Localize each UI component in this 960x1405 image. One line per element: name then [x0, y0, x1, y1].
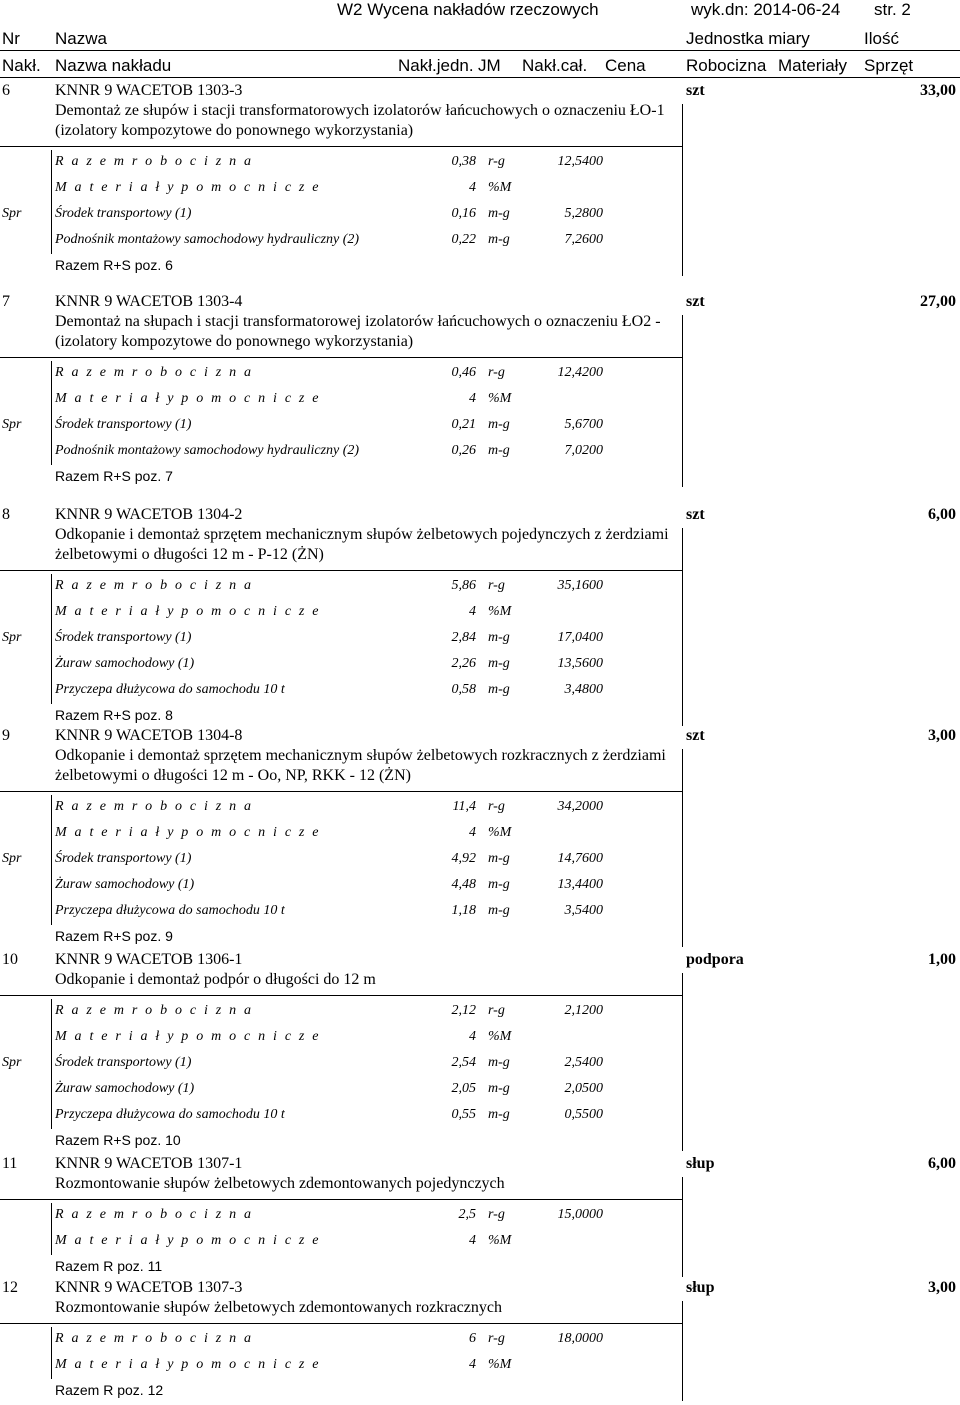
item-catalog-code: KNNR 9 WACETOB 1306-1 [55, 951, 243, 968]
item-number: 6 [2, 82, 10, 99]
item-catalog-code: KNNR 9 WACETOB 1307-3 [55, 1279, 243, 1296]
summary-row-label: R a z e m r o b o c i z n a [55, 1331, 254, 1346]
item-unit: podpora [686, 951, 744, 968]
item-number: 10 [2, 951, 18, 968]
resource-norm: 2,5 [458, 1207, 476, 1222]
item-right-border [682, 973, 683, 1151]
resource-total: 13,5600 [557, 656, 603, 671]
item-subtotal-label: Razem R poz. 12 [55, 1382, 164, 1398]
item-divider [0, 357, 682, 358]
item-subtotal-label: Razem R+S poz. 8 [55, 707, 173, 723]
resource-norm: 2,84 [451, 630, 476, 645]
summary-row-label: R a z e m r o b o c i z n a [55, 799, 254, 814]
item-number: 8 [2, 506, 10, 523]
summary-row-label: R a z e m r o b o c i z n a [55, 154, 254, 169]
summary-row-label: M a t e r i a ł y p o m o c n i c z e [55, 180, 321, 195]
col-header-cena: Cena [605, 56, 646, 75]
resource-total: 35,1600 [557, 578, 603, 593]
resource-norm: 0,21 [451, 417, 476, 432]
resource-unit: r-g [488, 1331, 505, 1346]
resource-norm: 6 [469, 1331, 476, 1346]
resource-unit: %M [488, 391, 512, 406]
resource-unit: r-g [488, 799, 505, 814]
item-catalog-code: KNNR 9 WACETOB 1307-1 [55, 1155, 243, 1172]
resource-norm: 4 [469, 604, 476, 619]
resource-norm: 0,16 [451, 206, 476, 221]
resource-total: 3,5400 [564, 903, 603, 918]
item-right-border [682, 1301, 683, 1401]
resource-total: 2,5400 [564, 1055, 603, 1070]
resource-unit: m-g [488, 443, 510, 458]
resource-total: 0,5500 [564, 1107, 603, 1122]
resource-unit: m-g [488, 851, 510, 866]
item-right-border [682, 1177, 683, 1277]
resource-norm: 4 [469, 180, 476, 195]
summary-row-label: R a z e m r o b o c i z n a [55, 365, 254, 380]
col-header-jednostka-miary: Jednostka miary [686, 29, 810, 48]
col-header-nakl-cal: Nakł.cał. [522, 56, 588, 75]
item-left-border [51, 999, 52, 1129]
summary-row-label: M a t e r i a ł y p o m o c n i c z e [55, 825, 321, 840]
item-left-border [51, 361, 52, 465]
resource-unit: m-g [488, 630, 510, 645]
col-header-nakl: Nakł. [2, 56, 41, 75]
resource-norm: 4 [469, 825, 476, 840]
resource-name: Środek transportowy (1) [55, 630, 192, 645]
resource-total: 7,0200 [564, 443, 603, 458]
item-unit: szt [686, 727, 705, 744]
item-quantity: 3,00 [928, 727, 956, 744]
item-description: Rozmontowanie słupów żelbetowych zdemontowanych pojedynczych [55, 1175, 505, 1192]
item-subtotal-label: Razem R+S poz. 10 [55, 1132, 181, 1148]
resource-name: Środek transportowy (1) [55, 417, 192, 432]
item-unit: szt [686, 82, 705, 99]
resource-unit: r-g [488, 1207, 505, 1222]
resource-norm: 4 [469, 1029, 476, 1044]
summary-row-label: M a t e r i a ł y p o m o c n i c z e [55, 391, 321, 406]
resource-norm: 4 [469, 391, 476, 406]
document-title: W2 Wycena nakładów rzeczowych [337, 0, 599, 19]
resource-name: Żuraw samochodowy (1) [55, 877, 195, 892]
resource-name: Środek transportowy (1) [55, 206, 192, 221]
resource-norm: 4 [469, 1233, 476, 1248]
item-description: (izolatory kompozytowe do ponownego wykorzystania) [55, 122, 414, 139]
item-catalog-code: KNNR 9 WACETOB 1304-2 [55, 506, 243, 523]
header-divider [0, 77, 960, 78]
item-subtotal-label: Razem R poz. 11 [55, 1258, 163, 1274]
resource-unit: %M [488, 180, 512, 195]
item-subtotal-label: Razem R+S poz. 7 [55, 468, 173, 484]
item-catalog-code: KNNR 9 WACETOB 1303-3 [55, 82, 243, 99]
resource-unit: %M [488, 1357, 512, 1372]
resource-unit: m-g [488, 1055, 510, 1070]
item-description: (izolatory kompozytowe do ponownego wykorzystania) [55, 333, 414, 350]
item-number: 12 [2, 1279, 18, 1296]
resource-unit: m-g [488, 682, 510, 697]
resource-total: 18,0000 [557, 1331, 603, 1346]
resource-name: Podnośnik montażowy samochodowy hydrauliczny (2) [55, 443, 360, 458]
resource-name: Środek transportowy (1) [55, 851, 192, 866]
resource-total: 15,0000 [557, 1207, 603, 1222]
resource-type-label: Spr [2, 417, 22, 432]
item-divider [0, 570, 682, 571]
item-description: Odkopanie i demontaż sprzętem mechanicznym słupów żelbetowych pojedynczych z żerdziami [55, 526, 669, 543]
item-quantity: 27,00 [920, 293, 956, 310]
resource-name: Środek transportowy (1) [55, 1055, 192, 1070]
item-left-border [51, 1203, 52, 1255]
resource-total: 3,4800 [564, 682, 603, 697]
summary-row-label: R a z e m r o b o c i z n a [55, 1003, 254, 1018]
resource-total: 12,5400 [557, 154, 603, 169]
resource-unit: m-g [488, 1081, 510, 1096]
resource-name: Przyczepa dłużycowa do samochodu 10 t [55, 1107, 285, 1122]
resource-norm: 0,55 [451, 1107, 476, 1122]
col-header-materialy: Materiały [778, 56, 847, 75]
item-quantity: 33,00 [920, 82, 956, 99]
resource-type-label: Spr [2, 1055, 22, 1070]
summary-row-label: M a t e r i a ł y p o m o c n i c z e [55, 604, 321, 619]
col-header-sprzet: Sprzęt [864, 56, 914, 75]
resource-unit: m-g [488, 232, 510, 247]
resource-type-label: Spr [2, 851, 22, 866]
item-right-border [682, 315, 683, 487]
item-quantity: 6,00 [928, 506, 956, 523]
item-quantity: 3,00 [928, 1279, 956, 1296]
resource-total: 34,2000 [557, 799, 603, 814]
resource-total: 2,1200 [564, 1003, 603, 1018]
resource-name: Przyczepa dłużycowa do samochodu 10 t [55, 903, 285, 918]
item-divider [0, 1323, 682, 1324]
resource-total: 14,7600 [557, 851, 603, 866]
resource-type-label: Spr [2, 206, 22, 221]
item-unit: szt [686, 293, 705, 310]
item-number: 7 [2, 293, 10, 310]
item-subtotal-label: Razem R+S poz. 9 [55, 928, 173, 944]
resource-norm: 4 [469, 1357, 476, 1372]
item-left-border [51, 795, 52, 925]
resource-norm: 4,92 [451, 851, 476, 866]
item-description: Demontaż ze słupów i stacji transformatorowych izolatorów łańcuchowych o oznaczeniu ŁO-1 [55, 102, 665, 119]
summary-row-label: M a t e r i a ł y p o m o c n i c z e [55, 1233, 321, 1248]
resource-unit: m-g [488, 903, 510, 918]
resource-unit: %M [488, 825, 512, 840]
resource-norm: 0,22 [451, 232, 476, 247]
resource-norm: 0,26 [451, 443, 476, 458]
item-unit: słup [686, 1279, 715, 1296]
resource-norm: 4,48 [451, 877, 476, 892]
resource-name: Podnośnik montażowy samochodowy hydrauliczny (2) [55, 232, 360, 247]
resource-norm: 5,86 [451, 578, 476, 593]
resource-total: 17,0400 [557, 630, 603, 645]
summary-row-label: M a t e r i a ł y p o m o c n i c z e [55, 1029, 321, 1044]
resource-unit: m-g [488, 1107, 510, 1122]
item-unit: słup [686, 1155, 715, 1172]
col-header-jm: JM [478, 56, 501, 75]
item-catalog-code: KNNR 9 WACETOB 1304-8 [55, 727, 243, 744]
summary-row-label: M a t e r i a ł y p o m o c n i c z e [55, 1357, 321, 1372]
item-quantity: 1,00 [928, 951, 956, 968]
item-divider [0, 995, 682, 996]
item-right-border [682, 749, 683, 947]
resource-type-label: Spr [2, 630, 22, 645]
item-subtotal-label: Razem R+S poz. 6 [55, 257, 173, 273]
item-left-border [51, 150, 52, 254]
resource-name: Żuraw samochodowy (1) [55, 656, 195, 671]
summary-row-label: R a z e m r o b o c i z n a [55, 578, 254, 593]
resource-norm: 11,4 [452, 799, 476, 814]
item-divider [0, 146, 682, 147]
resource-norm: 2,54 [451, 1055, 476, 1070]
resource-unit: m-g [488, 877, 510, 892]
resource-norm: 0,46 [451, 365, 476, 380]
resource-unit: r-g [488, 578, 505, 593]
resource-unit: m-g [488, 656, 510, 671]
item-description: Odkopanie i demontaż podpór o długości do 12 m [55, 971, 376, 988]
item-catalog-code: KNNR 9 WACETOB 1303-4 [55, 293, 243, 310]
print-date: wyk.dn: 2014-06-24 [691, 0, 841, 19]
resource-total: 2,0500 [564, 1081, 603, 1096]
resource-unit: r-g [488, 1003, 505, 1018]
resource-norm: 1,18 [451, 903, 476, 918]
item-unit: szt [686, 506, 705, 523]
resource-name: Przyczepa dłużycowa do samochodu 10 t [55, 682, 285, 697]
resource-unit: m-g [488, 417, 510, 432]
resource-norm: 2,05 [451, 1081, 476, 1096]
page-number: str. 2 [874, 0, 911, 19]
resource-norm: 0,38 [451, 154, 476, 169]
resource-norm: 0,58 [451, 682, 476, 697]
resource-norm: 2,12 [451, 1003, 476, 1018]
col-header-nakl-jedn: Nakł.jedn. [398, 56, 474, 75]
col-header-ilosc: Ilość [864, 29, 899, 48]
item-description: Odkopanie i demontaż sprzętem mechanicznym słupów żelbetowych rozkracznych z żerdziami [55, 747, 666, 764]
resource-total: 12,4200 [557, 365, 603, 380]
item-quantity: 6,00 [928, 1155, 956, 1172]
item-divider [0, 1199, 682, 1200]
resource-unit: %M [488, 1029, 512, 1044]
col-header-nazwa-nakladu: Nazwa nakładu [55, 56, 172, 75]
item-left-border [51, 1327, 52, 1379]
item-left-border [51, 574, 52, 704]
item-right-border [682, 528, 683, 726]
resource-total: 5,2800 [564, 206, 603, 221]
item-description: Demontaż na słupach i stacji transformatorowej izolatorów łańcuchowych o oznaczeniu ŁO2 - [55, 313, 661, 330]
item-right-border [682, 104, 683, 276]
resource-norm: 2,26 [451, 656, 476, 671]
resource-name: Żuraw samochodowy (1) [55, 1081, 195, 1096]
resource-unit: r-g [488, 154, 505, 169]
item-description: Rozmontowanie słupów żelbetowych zdemontowanych rozkracznych [55, 1299, 502, 1316]
resource-unit: %M [488, 1233, 512, 1248]
resource-total: 13,4400 [557, 877, 603, 892]
resource-unit: %M [488, 604, 512, 619]
item-number: 9 [2, 727, 10, 744]
summary-row-label: R a z e m r o b o c i z n a [55, 1207, 254, 1222]
item-description: żelbetowymi o długości 12 m - Oo, NP, RKK - 12 (ŻN) [55, 767, 411, 784]
header-divider [0, 50, 960, 51]
col-header-robocizna: Robocizna [686, 56, 767, 75]
item-number: 11 [2, 1155, 18, 1172]
col-header-nr: Nr [2, 29, 20, 48]
resource-total: 5,6700 [564, 417, 603, 432]
resource-unit: m-g [488, 206, 510, 221]
item-description: żelbetowymi o długości 12 m - P-12 (ŻN) [55, 546, 324, 563]
resource-total: 7,2600 [564, 232, 603, 247]
col-header-nazwa: Nazwa [55, 29, 107, 48]
item-divider [0, 791, 682, 792]
resource-unit: r-g [488, 365, 505, 380]
